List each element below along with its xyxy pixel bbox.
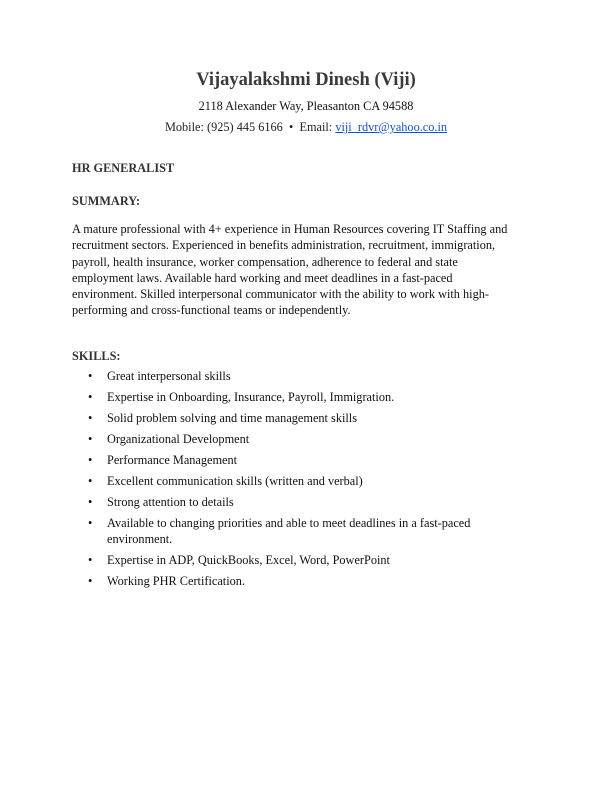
skill-item — [72, 573, 507, 589]
summary-heading: SUMMARY: — [72, 194, 141, 208]
candidate-name: Vijayalakshmi Dinesh (Viji) — [196, 70, 416, 90]
bullet-icon: • — [88, 452, 93, 467]
job-title: HR GENERALIST — [72, 161, 175, 175]
mobile-number: (925) 445 6166 — [206, 120, 283, 134]
bullet-icon: • — [88, 515, 93, 530]
skill-item — [72, 410, 507, 426]
skill-item — [72, 431, 507, 447]
email-label: Email: — [299, 120, 333, 134]
separator: • — [288, 120, 294, 134]
bullet-icon: • — [88, 389, 93, 404]
bullet-icon: • — [88, 410, 93, 425]
skill-text: Organizational Development — [107, 431, 250, 446]
skill-item — [72, 552, 507, 568]
bullet-icon: • — [88, 431, 93, 446]
skill-item — [72, 389, 507, 405]
skill-item — [72, 494, 507, 510]
summary-text: A mature professional with 4+ experience in Human Resources covering IT Staffing and recruitment sectors. Experienced in benefits administration, recruitment, immigration, payroll, health insurance, worker compensation, adherence to federal and state employment laws. Available hard working and meet deadlines in a fast-paced environment. Skilled interpersonal communicator with the ability to work with high-performing and cross-functional teams or independently. — [72, 222, 508, 318]
skill-text: Performance Management — [107, 452, 238, 467]
bullet-icon: • — [88, 494, 93, 509]
skill-text: Working PHR Certification. — [107, 574, 246, 589]
skill-item — [72, 368, 507, 384]
bullet-icon: • — [88, 574, 93, 589]
mobile-label: Mobile: — [164, 120, 204, 134]
email-link[interactable]: viji_rdvr@yahoo.co.in — [335, 120, 448, 134]
skills-heading: SKILLS: — [72, 349, 121, 363]
contact-line — [0, 120, 612, 135]
skill-text: Available to changing priorities and able to meet deadlines in a fast-paced environment. — [107, 515, 471, 547]
skill-text: Strong attention to details — [107, 494, 234, 509]
bullet-icon: • — [88, 369, 93, 383]
address: 2118 Alexander Way, Pleasanton CA 94588 — [198, 99, 414, 113]
skill-text: Expertise in ADP, QuickBooks, Excel, Word, PowerPoint — [107, 553, 390, 568]
skill-item — [72, 473, 507, 489]
skill-text: Solid problem solving and time management skills — [107, 410, 358, 425]
skill-text: Expertise in Onboarding, Insurance, Payroll, Immigration. — [107, 389, 395, 404]
skill-text: Excellent communication skills (written and verbal) — [107, 473, 363, 488]
skill-text: Great interpersonal skills — [107, 369, 231, 383]
skills-list — [72, 368, 512, 594]
skill-item — [72, 452, 507, 468]
skill-item — [72, 515, 507, 548]
bullet-icon: • — [88, 473, 93, 488]
bullet-icon: • — [88, 553, 93, 568]
